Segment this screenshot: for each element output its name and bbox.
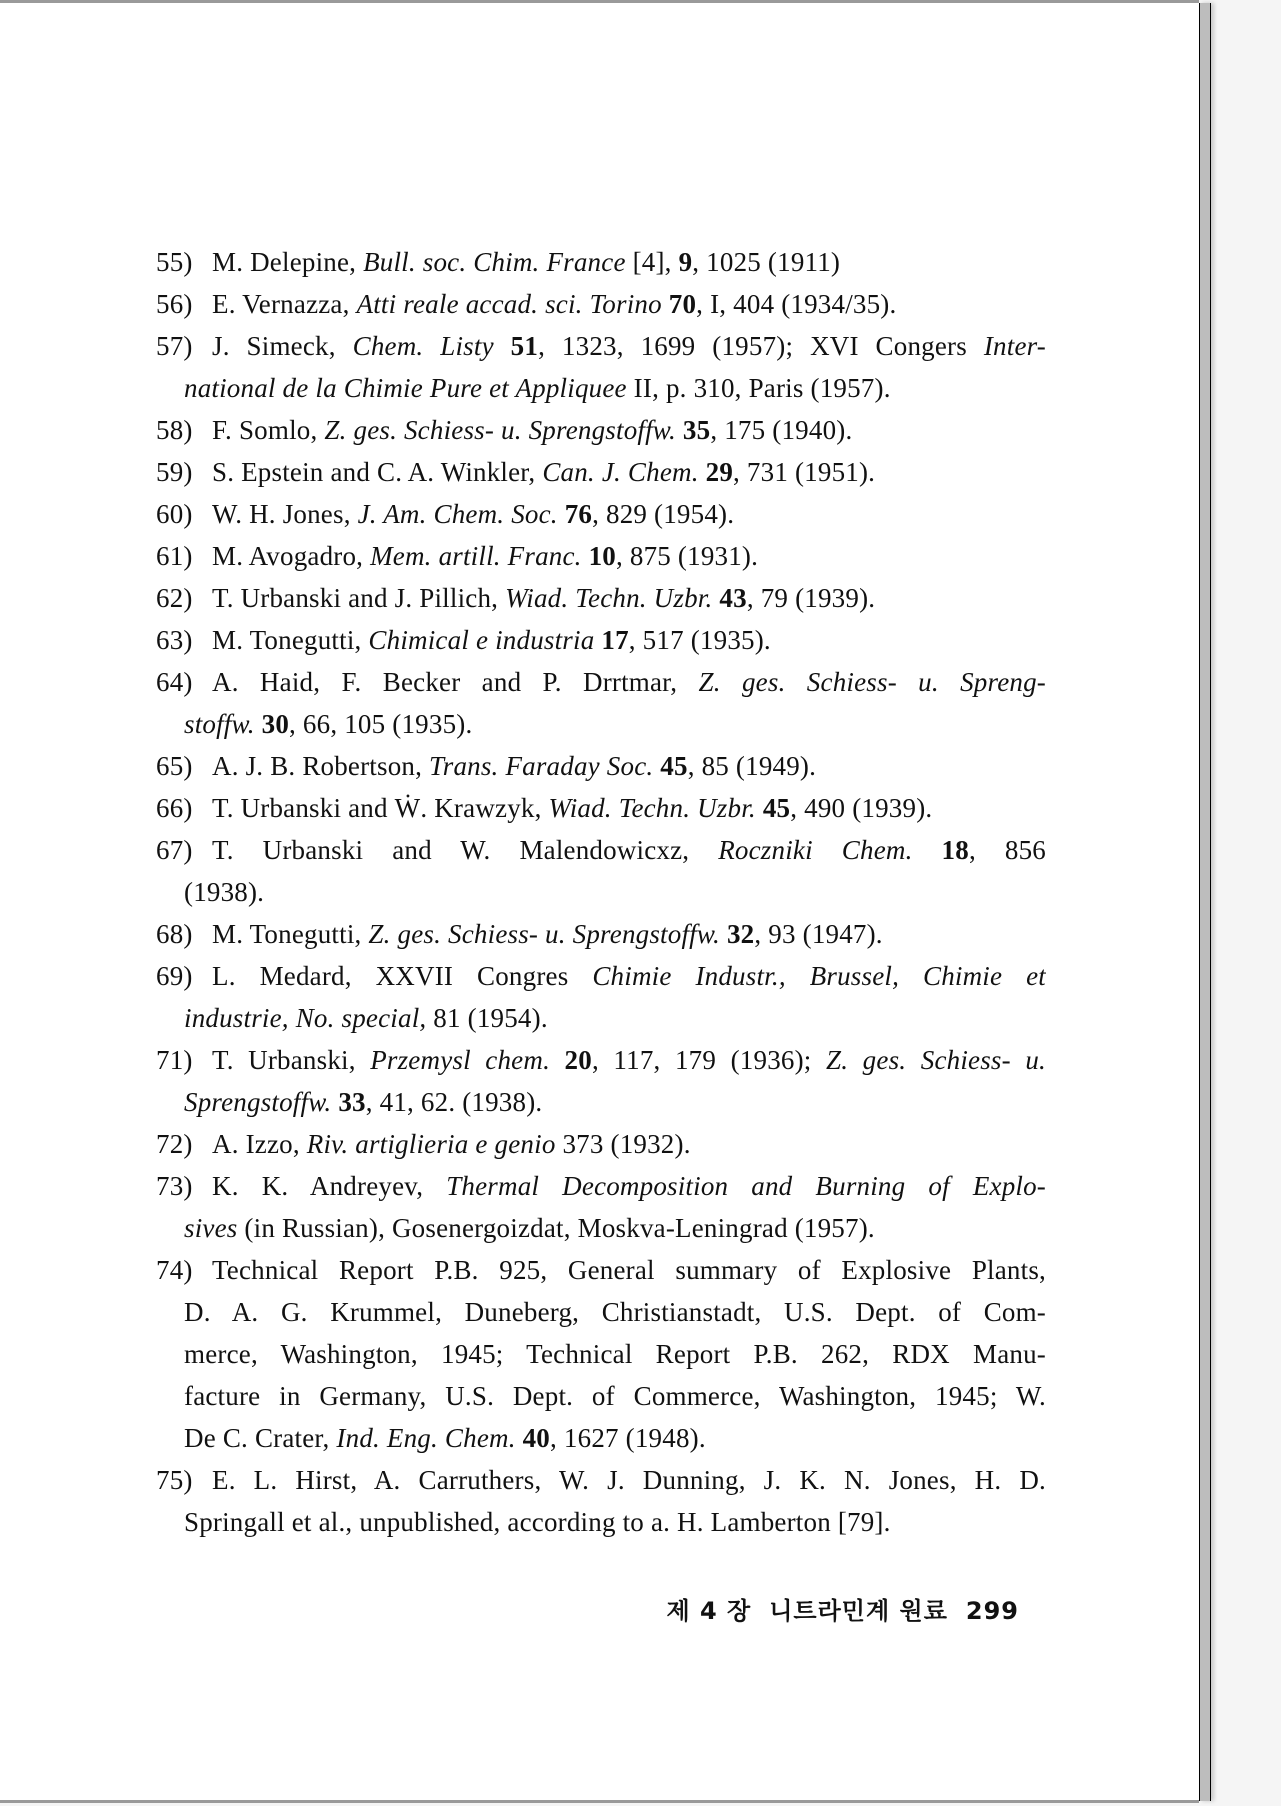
reference-line [156,535,1046,577]
citation-text: S. Epstein and C. A. Winkler, [212,457,543,487]
volume-number: 40 [522,1423,551,1453]
reference-line [156,1333,1046,1375]
journal-title: J. Am. Chem. Soc. [357,499,558,529]
journal-title: Bull. soc. Chim. France [363,247,626,277]
reference-line [156,1291,1046,1333]
reference-entry [156,451,1046,493]
reference-line [156,661,1046,703]
citation-text [676,415,683,445]
citation-text: , 731 (1951). [733,457,876,487]
reference-list [156,241,1046,1543]
citation-text: , 93 (1947). [754,919,883,949]
reference-line [156,1375,1046,1417]
reference-number: 62) [156,583,193,613]
journal-title: Mem. artill. Franc. [370,541,582,571]
reference-number: 68) [156,919,193,949]
reference-line [156,1123,1046,1165]
citation-text [720,919,727,949]
reference-entry [156,913,1046,955]
citation-text: A. Haid, F. Becker and P. Drrtmar, [212,667,699,697]
citation-text: , 79 (1939). [746,583,876,613]
reference-number: 63) [156,625,193,655]
volume-number: 45 [660,751,688,781]
reference-entry [156,409,1046,451]
reference-line [156,325,1046,367]
volume-number: 9 [678,247,693,277]
reference-number: 67) [156,835,193,865]
reference-line [156,829,1046,871]
reference-entry [156,787,1046,829]
journal-title: Trans. Faraday Soc. [429,751,654,781]
reference-entry [156,1039,1046,1123]
journal-title: Chem. Listy [352,331,494,361]
citation-text: Springall et al., unpublished, according to a. H. Lamberton [79]. [184,1507,891,1537]
reference-text [184,1333,1046,1375]
reference-number: 59) [156,457,193,487]
reference-line [156,241,1046,283]
page-number: 299 [965,1597,1019,1625]
reference-text [212,1123,1046,1165]
reference-line [156,997,1046,1039]
reference-text [184,871,1046,913]
citation-text: D. A. G. Krummel, Duneberg, Christianstadt, U.S. Dept. of Com- [184,1297,1046,1327]
volume-number: 35 [682,415,711,445]
reference-text [212,451,1046,493]
reference-line [156,787,1046,829]
citation-text [582,541,589,571]
journal-title: Wiad. Techn. Uzbr. [548,793,756,823]
reference-entry [156,1123,1046,1165]
reference-entry [156,241,1046,283]
reference-line [156,1207,1046,1249]
citation-text: , 490 (1939). [790,793,933,823]
citation-text: , I, 404 (1934/35). [696,289,897,319]
journal-title: national de la Chimie Pure et Appliquee [184,373,627,403]
citation-text: , 1025 (1911) [692,247,841,277]
citation-text: A. J. B. Robertson, [212,751,430,781]
reference-text [212,829,1046,871]
reference-number: 65) [156,751,193,781]
reference-number: 56) [156,289,193,319]
reference-text [212,745,1046,787]
reference-line [156,1081,1046,1123]
citation-text: , 175 (1940). [710,415,853,445]
reference-line [156,955,1046,997]
reference-text [212,1459,1046,1501]
citation-text: , 85 (1949). [687,751,817,781]
citation-text: , 856 [968,835,1046,865]
journal-title: Z. ges. Schiess- u. Spreng- [698,667,1046,697]
footer-chapter: 제 4 장 [666,1597,752,1625]
journal-title: sives [184,1213,238,1243]
journal-title: Roczniki Chem. [718,835,913,865]
reference-line [156,619,1046,661]
reference-text [184,1291,1046,1333]
journal-title: Thermal Decomposition and Burning of Explo- [446,1171,1046,1201]
citation-text: Technical Report P.B. 925, General summary of Explosive Plants, [212,1255,1046,1285]
journal-title: industrie, No. special, [184,1003,427,1033]
citation-text [913,835,942,865]
citation-text: J. Simeck, [212,331,353,361]
citation-text: F. Somlo, [212,415,325,445]
citation-text: , 829 (1954). [592,499,735,529]
citation-text: M. Avogadro, [212,541,371,571]
reference-line [156,1165,1046,1207]
volume-number: 76 [564,499,593,529]
citation-text: , 517 (1935). [628,625,771,655]
reference-text [212,1249,1046,1291]
reference-text [184,1375,1046,1417]
reference-number: 55) [156,247,193,277]
reference-text [184,1207,1046,1249]
reference-text [184,1501,1046,1543]
reference-text [212,619,1046,661]
volume-number: 17 [601,625,629,655]
reference-line [156,451,1046,493]
reference-line [156,1459,1046,1501]
citation-text: , 66, 105 (1935). [289,709,473,739]
reference-line [156,1249,1046,1291]
reference-text [212,661,1046,703]
reference-entry [156,745,1046,787]
citation-text [255,709,262,739]
journal-title: Sprengstoffw. [184,1087,332,1117]
reference-entry [156,577,1046,619]
journal-title: Can. J. Chem. [542,457,699,487]
reference-number: 58) [156,415,193,445]
reference-number: 75) [156,1465,193,1495]
citation-text: , 41, 62. (1938). [365,1087,543,1117]
citation-text: , 1323, 1699 (1957); XVI Congers [538,331,984,361]
reference-entry [156,493,1046,535]
reference-line [156,409,1046,451]
reference-entry [156,325,1046,409]
journal-title: stoffw. [184,709,255,739]
reference-entry [156,1459,1046,1543]
reference-number: 66) [156,793,193,823]
reference-entry [156,283,1046,325]
reference-text [212,283,1046,325]
citation-text: 81 (1954). [426,1003,548,1033]
reference-number: 61) [156,541,193,571]
reference-entry [156,829,1046,913]
volume-number: 43 [719,583,747,613]
reference-text [184,1081,1046,1123]
citation-text: , 875 (1931). [615,541,759,571]
page-edge [1199,3,1211,1801]
reference-number: 57) [156,331,193,361]
citation-text: T. Urbanski and Ẇ. Krawzyk, [212,793,549,823]
reference-number: 74) [156,1255,193,1285]
citation-text: , 1627 (1948). [550,1423,706,1453]
reference-number: 71) [156,1045,193,1075]
volume-number: 33 [338,1087,366,1117]
volume-number: 45 [762,793,791,823]
citation-text [516,1423,523,1453]
citation-text: facture in Germany, U.S. Dept. of Commerce, Washington, 1945; W. [184,1381,1046,1411]
reference-number: 64) [156,667,193,697]
citation-text: K. K. Andreyev, [212,1171,447,1201]
citation-text: , 117, 179 (1936); [591,1045,826,1075]
reference-entry [156,619,1046,661]
journal-title: Chimical e industria [368,625,595,655]
citation-text: De C. Crater, [184,1423,337,1453]
citation-text: T. Urbanski and W. Malendowicxz, [212,835,719,865]
journal-title: Atti reale accad. sci. Torino [356,289,662,319]
reference-line [156,367,1046,409]
citation-text [756,793,763,823]
volume-number: 29 [705,457,734,487]
reference-line [156,1501,1046,1543]
citation-text [662,289,669,319]
journal-title: Z. ges. Schiess- u. Sprengstoffw. [368,919,721,949]
reference-number: 69) [156,961,193,991]
reference-entry [156,535,1046,577]
volume-number: 18 [941,835,969,865]
volume-number: 10 [588,541,616,571]
volume-number: 20 [564,1045,592,1075]
reference-text [212,325,1046,367]
citation-text [550,1045,565,1075]
citation-text: (in Russian), Gosenergoizdat, Moskva-Leningrad (1957). [237,1213,875,1243]
reference-text [184,997,1046,1039]
citation-text: M. Tonegutti, [212,919,369,949]
reference-entry [156,661,1046,745]
citation-text: merce, Washington, 1945; Technical Report P.B. 262, RDX Manu- [184,1339,1046,1369]
citation-text: E. L. Hirst, A. Carruthers, W. J. Dunning, J. K. N. Jones, H. D. [212,1465,1046,1495]
reference-text [184,1417,1046,1459]
footer-title: 니트라민계 원료 [769,1597,948,1625]
citation-text: E. Vernazza, [212,289,357,319]
journal-title: Inter- [983,331,1046,361]
citation-text [558,499,565,529]
reference-text [212,1165,1046,1207]
reference-text [212,493,1046,535]
citation-text: T. Urbanski and J. Pillich, [212,583,506,613]
reference-number: 73) [156,1171,193,1201]
reference-line [156,1039,1046,1081]
reference-line [156,871,1046,913]
reference-text [184,367,1046,409]
journal-title: Chimie Industr., Brussel, Chimie et [592,961,1046,991]
journal-title: Z. ges. Schiess- u. Sprengstoffw. [324,415,676,445]
reference-line [156,283,1046,325]
journal-title: Przemysl chem. [370,1045,551,1075]
reference-number: 60) [156,499,193,529]
reference-line [156,1417,1046,1459]
citation-text: L. Medard, XXVII Congres [212,961,593,991]
reference-text [212,577,1046,619]
citation-text: T. Urbanski, [212,1045,371,1075]
reference-line [156,493,1046,535]
citation-text: 373 (1932). [555,1129,691,1159]
citation-text: A. Izzo, [212,1129,307,1159]
reference-text [212,787,1046,829]
volume-number: 51 [510,331,539,361]
reference-number: 72) [156,1129,193,1159]
page-footer [648,1591,1019,1626]
reference-text [212,913,1046,955]
reference-text [212,241,1046,283]
reference-text [212,409,1046,451]
reference-line [156,577,1046,619]
journal-title: Riv. artiglieria e genio [306,1129,556,1159]
volume-number: 32 [726,919,755,949]
reference-line [156,913,1046,955]
journal-title: Ind. Eng. Chem. [336,1423,516,1453]
journal-title: Z. ges. Schiess- u. [826,1045,1046,1075]
reference-line [156,745,1046,787]
reference-entry [156,955,1046,1039]
citation-text [699,457,706,487]
reference-entry [156,1249,1046,1459]
reference-text [184,703,1046,745]
citation-text: (1938). [184,877,265,907]
reference-line [156,703,1046,745]
volume-number: 30 [261,709,290,739]
citation-text: W. H. Jones, [212,499,358,529]
reference-text [212,955,1046,997]
volume-number: 70 [668,289,697,319]
citation-text: [4], [625,247,679,277]
citation-text: M. Tonegutti, [212,625,369,655]
citation-text: II, p. 310, Paris (1957). [626,373,891,403]
reference-text [212,1039,1046,1081]
citation-text: M. Delepine, [212,247,364,277]
reference-entry [156,1165,1046,1249]
reference-text [212,535,1046,577]
journal-title: Wiad. Techn. Uzbr. [505,583,713,613]
citation-text [494,331,511,361]
